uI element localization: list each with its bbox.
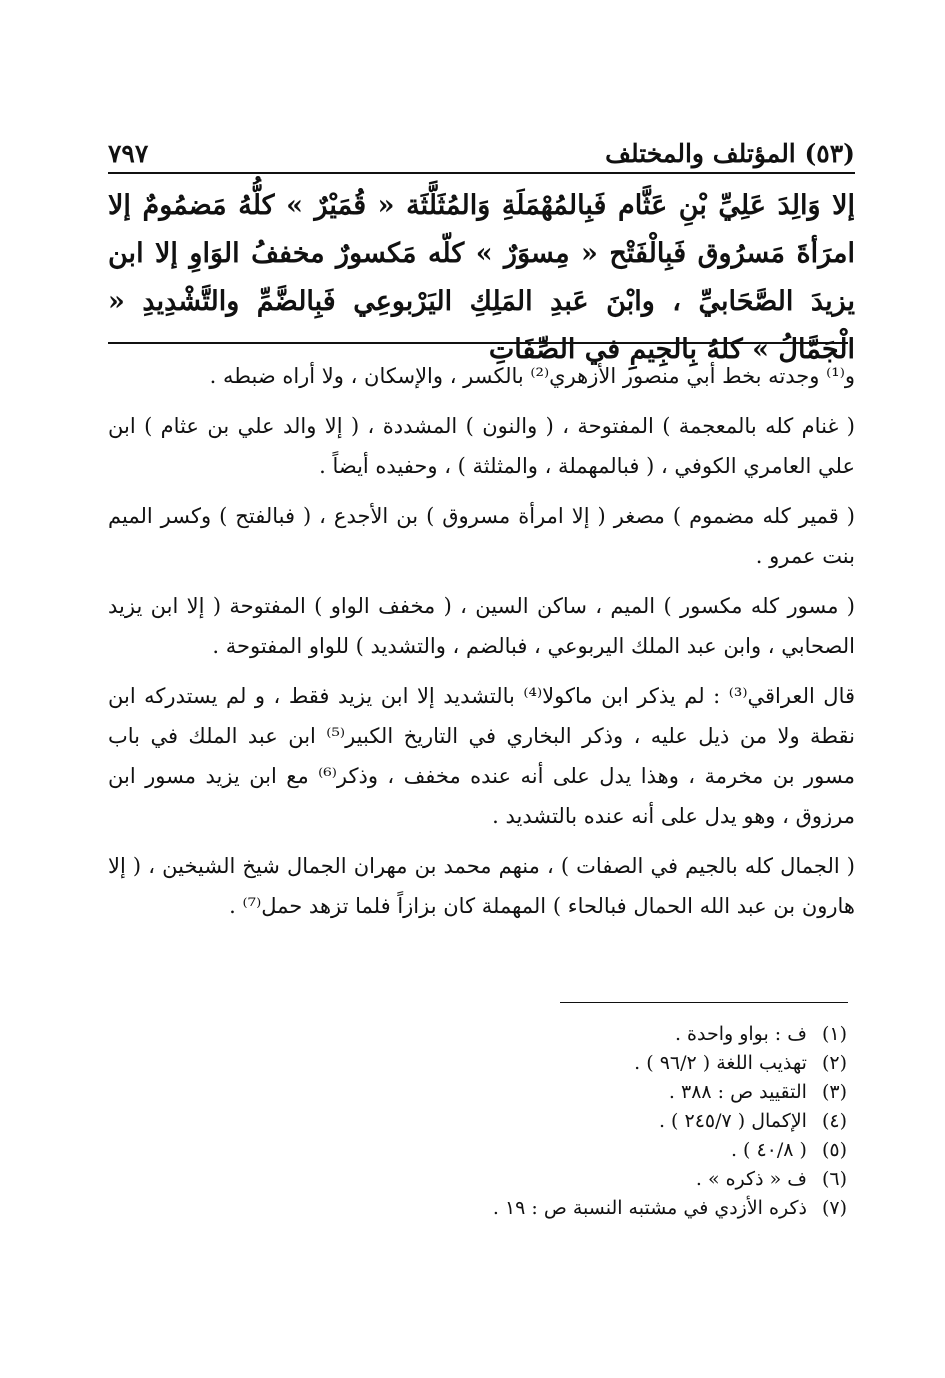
footnotes [300,1020,847,1223]
commentary-paragraph: ( قمير كله مضموم ) مصغر ( إلا امرأة مسروق ) بن الأجدع ، ( فبالفتح ) وكسر الميم بنت عمرو . [108,504,855,568]
commentary-paragraph: و⁽¹⁾ وجدته بخط أبي منصور الأزهري⁽²⁾ بالكسر ، والإسكان ، ولا أراه ضبطه . [209,364,855,388]
footnote-text: ف : بواو واحدة . [674,1023,807,1045]
footnote [300,1194,847,1223]
footnote-text: ف « ذكره » . [695,1168,807,1190]
footnote-number: (٥) [821,1139,847,1161]
footnote [300,1136,847,1165]
footnote-text: ( ٤٠/٨ ) . [730,1139,807,1161]
commentary-paragraph: قال العراقي⁽³⁾ : لم يذكر ابن ماكولا⁽⁴⁾ بالتشديد إلا ابن يزيد فقط ، و لم يستدركه ابن نقطة ولا من ذيل عليه ، وذكر البخاري في التاريخ الكبير⁽⁵⁾ ابن عبد الملك في باب مسور بن مخرمة ، وهذا يدل على أنه عنده مخفف ، وذكر⁽⁶⁾ مع ابن يزيد مسور ابن مرزوق ، وهو يدل على أنه عنده بالتشديد . [108,684,856,828]
footnote-text: التقييد ص : ٣٨٨ . [668,1081,807,1103]
commentary-paragraph: ( مسور كله مكسور ) الميم ، ساكن السين ، ( مخفف الواو ) المفتوحة ( إلا ابن يزيد الصحابي ، وابن عبد الملك اليربوعي ، فبالضم ، والتشديد ) للواو المفتوحة . [108,594,855,658]
footnote-rule [560,1002,848,1003]
footnote-text: تهذيب اللغة ( ٩٦/٢ ) . [634,1052,807,1074]
poem-text [108,182,855,374]
footnote-number: (٧) [821,1197,847,1219]
footnote [300,1107,847,1136]
commentary [108,356,855,936]
footnote [300,1020,847,1049]
main-text-block: إلا وَالِدَ عَلِيِّ بْنِ عَثَّام فَبِالمُهْمَلَةِ وَالمُثَلَّثَة « قُمَيْرٌ » كلُّهُ مَضمُومٌ إلا امرَأةَ مَسرُوق فَبِالْفَتْح « مِسوَرٌ » كلّه مَكسورٌ مخففُ الوَاوِ إلا ابن يزيدَ الصَّحَابيِّ ، وابْنَ عَبدِ المَلِكِ اليَرْبوعِي فَبِالضَّمِّ والتَّشْدِيدِ « الْجَمَّالُ » كلهُ بِالجِيمِ في الصِّفَاتِ [108,190,855,365]
footnote-number: (٤) [821,1110,847,1132]
footnote [300,1078,847,1107]
commentary-paragraph: ( الجمال كله بالجيم في الصفات ) ، منهم محمد بن مهران الجمال شيخ الشيخين ، ( إلا هارون بن عبد الله الحمال فبالحاء ) المهملة كان بزازاً فلما تزهد حمل⁽⁷⁾ . [108,854,855,918]
footnote-number: (٢) [821,1052,847,1074]
commentary-paragraph: ( غنام كله بالمعجمة ) المفتوحة ، ( والنون ) المشددة ، ( إلا والد علي بن عثام ) ابن علي العامري الكوفي ، ( فبالمهملة ، والمثلثة ) ، وحفيده أيضاً . [108,414,855,478]
running-header [108,128,855,168]
footnote-number: (١) [821,1023,847,1045]
footnote-text: ذكره الأزدي في مشتبه النسبة ص : ١٩ . [492,1197,807,1219]
section-title: (٥٣) المؤتلف والمختلف [605,139,855,168]
footnote [300,1165,847,1194]
page-number: ٧٩٧ [108,139,149,168]
header-rule [108,172,855,174]
footnote-number: (٦) [821,1168,847,1190]
footnote-number: (٣) [821,1081,847,1103]
footnote-text: الإكمال ( ٢٤٥/٧ ) . [658,1110,807,1132]
main-text-rule [108,342,848,344]
footnote [300,1049,847,1078]
